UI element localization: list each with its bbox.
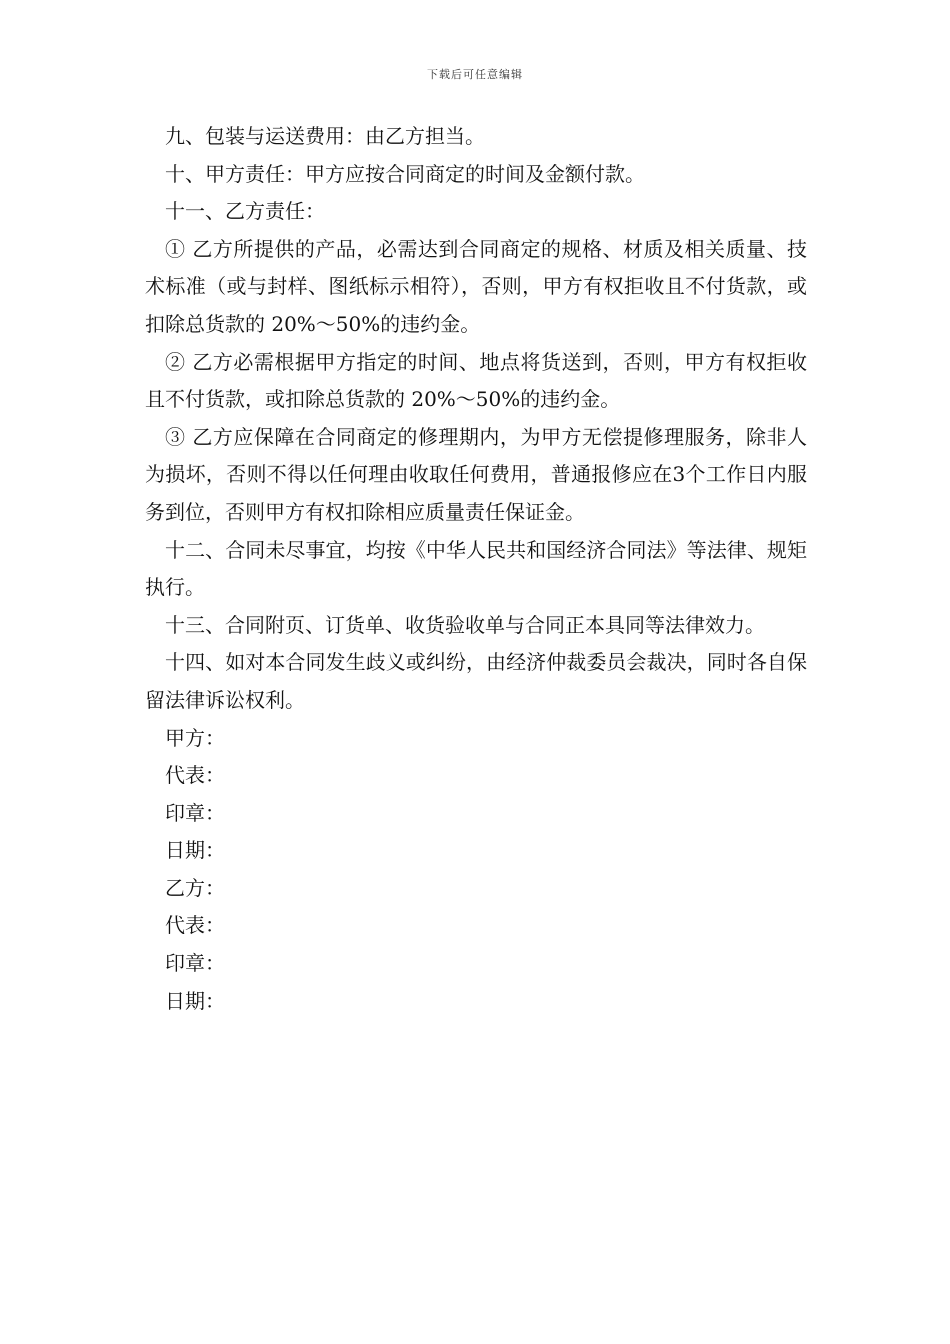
clause-14: 十四、如对本合同发生歧义或纠纷，由经济仲裁委员会裁决，同时各自保留法律诉讼权利。 (145, 650, 807, 712)
clause-11-item-2: ② 乙方必需根据甲方指定的时间、地点将货送到，否则，甲方有权拒收且不付货款，或扣除总货款的 20%～50%的违约金。 (145, 349, 807, 412)
clause-10: 十、甲方责任：甲方应按合同商定的时间及金额付款。 (165, 161, 645, 186)
clause-11-item-3: ③ 乙方应保障在合同商定的修理期内，为甲方无偿提修理服务，除非人为损坏，否则不得以任何理由收取任何费用，普通报修应在3个工作日内服务到位，否则甲方有权扣除相应质量责任保证金。 (145, 424, 807, 524)
party-b-seal: 印章： (165, 951, 225, 976)
party-a-label: 甲方： (165, 725, 225, 750)
clause-9: 九、包装与运送费用：由乙方担当。 (165, 124, 485, 148)
clause-11: 十一、乙方责任： (165, 199, 325, 224)
party-b-label: 乙方： (165, 875, 225, 900)
clause-11-item-1: ① 乙方所提供的产品，必需达到合同商定的规格、材质及相关质量、技术标准（或与封样、图纸标示相符），否则，甲方有权拒收且不付货款，或扣除总货款的 20%～50%的违约金。 (145, 236, 807, 336)
contract-body (145, 118, 807, 1020)
clause-13: 十三、合同附页、订货单、收货验收单与合同正本具同等法律效力。 (165, 612, 765, 637)
clause-12: 十二、合同未尽事宜，均按《中华人民共和国经济合同法》等法律、规矩执行。 (145, 537, 807, 600)
party-a-seal: 印章： (165, 800, 225, 825)
page-header: 下载后可任意编辑 (427, 68, 523, 81)
party-b-representative: 代表： (165, 913, 225, 938)
party-a-date: 日期： (165, 838, 225, 863)
party-a-representative: 代表： (165, 763, 225, 788)
party-b-date: 日期： (165, 988, 225, 1013)
